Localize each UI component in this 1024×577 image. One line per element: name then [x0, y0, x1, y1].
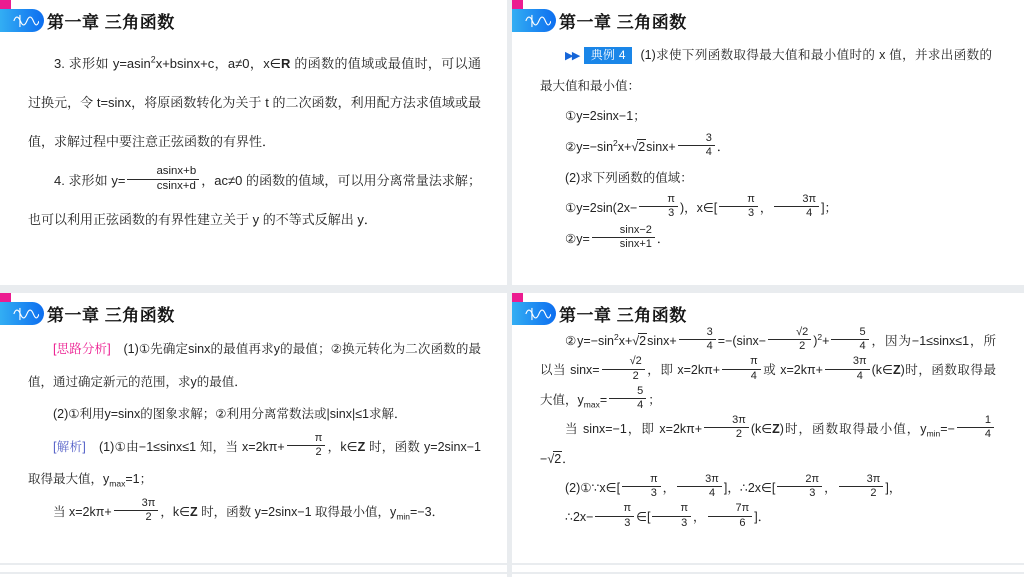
- slide-thumbnail-1[interactable]: [0, 0, 507, 285]
- fraction: $\frac{√2}{2}$: [602, 355, 645, 382]
- text-line: 4. 求形如 y= $\frac{asinx+b}{csinx+d}$ ，ac≠0 的函数的值域，可以用分离常量法求解；也可以利用正弦函数的有界性建立关于 y 的不等式反解出 y．: [28, 165, 481, 227]
- slide-thumbnail-3[interactable]: [0, 293, 507, 563]
- bold-set-symbol: Z: [772, 422, 780, 437]
- fraction: $\frac{\pi}{3}$: [652, 502, 691, 529]
- radical: √2: [547, 451, 562, 466]
- analysis-label: [思路分析]: [53, 342, 111, 356]
- slide-body: [28, 44, 481, 239]
- fraction: $\frac{\pi}{3}$: [719, 193, 758, 220]
- slide-body: [540, 40, 992, 254]
- chapter-pill: [0, 302, 44, 325]
- subscript: max: [583, 399, 600, 410]
- fraction: $\frac{1}{4}$: [957, 414, 994, 441]
- sine-wave-icon: [13, 307, 44, 321]
- fraction: $\frac{3\pi}{4}$: [825, 355, 870, 382]
- slide-body: [28, 333, 481, 528]
- text-line: ∴2x− $\frac{\pi}{3}$ ∈[ $\frac{\pi}{3}$ ， $\frac{7\pi}{6}$ ]．: [565, 502, 771, 529]
- example-badge: 典例 4: [584, 47, 633, 64]
- fraction: $\frac{3\pi}{4}$: [774, 193, 819, 220]
- text-line: $②y=-\sin^2x+√2\sin x+$ $\frac{3}{4}$ =−(sinx− $\frac{√2}{2}$ )$^2$+ $\frac{5}{4}$ ，因为−1≤sinx≤1，所以当 sinx= $\frac{√2}{2}$ ，即 x=2kπ+ $\frac{\pi}{4}$ 或 x=2kπ+ $\frac{3\pi}{4}$ (k∈Z)时，函数取得最大值，$y_{max}=$ $\frac{5}{4}$ ；: [540, 326, 996, 411]
- fraction: $\frac{\pi}{3}$: [622, 473, 661, 500]
- superscript: 2: [150, 54, 156, 65]
- next-row-slide-sliver: [512, 565, 1024, 572]
- fraction: $\frac{7\pi}{6}$: [708, 502, 753, 529]
- text-line: (2)①∵x∈[ $\frac{\pi}{3}$ ， $\frac{3\pi}{4}$ ]，∴2x∈[ $\frac{2\pi}{3}$ ， $\frac{3\pi}{2}$ ]，: [565, 473, 902, 500]
- bold-set-symbol: R: [281, 56, 291, 71]
- jiexi-label: [解析]: [53, 439, 86, 454]
- fraction: $\frac{asinx+b}{csinx+d}$: [127, 165, 199, 193]
- fraction: $\frac{5}{4}$: [831, 326, 868, 353]
- text-line: ①y=2sinx−1；: [565, 109, 646, 124]
- slide-title: 第一章 三角函数: [559, 306, 687, 325]
- fraction: $\frac{\sin x-2}{\sin x+1}$: [592, 224, 655, 251]
- text-line: 当 x=2kπ+ $\frac{3\pi}{2}$ ，k∈Z 时，函数 y=2sinx−1 取得最小值，$y_{min}=-3$．: [53, 496, 445, 523]
- text-line: 3. 求形如 y=asin$^2$x+bsinx+c，a≠0，x∈R 的函数的值域或最值时，可以通过换元，令 t=sinx，将原函数转化为关于 t 的二次函数，利用配方法求值域或最值，求解过程中要注意正弦函数的有界性．: [28, 54, 481, 149]
- bold-set-symbol: Z: [357, 439, 366, 454]
- text-line: ▶▶ 典例 4 (1)求使下列函数取得最大值和最小值时的 x 值，并求出函数的最大值和最小值：: [540, 48, 992, 93]
- text-line: (2)求下列函数的值域：: [565, 170, 693, 185]
- text-line: ①y=2sin(2x− $\frac{\pi}{3}$ )，x∈[ $\frac{\pi}{3}$ ， $\frac{3\pi}{4}$ ]；: [565, 193, 838, 220]
- sine-wave-icon: [525, 307, 556, 321]
- fraction: $\frac{5}{4}$: [609, 385, 646, 412]
- fraction: $\frac{2\pi}{3}$: [777, 473, 822, 500]
- next-row-slide-sliver: [0, 565, 507, 572]
- text-line: (2)①利用y=sinx的图象求解；②利用分离常数法或|sinx|≤1求解．: [53, 407, 407, 421]
- slide-thumbnail-2[interactable]: [512, 0, 1024, 285]
- superscript: 2: [614, 331, 619, 342]
- fraction: $\frac{\pi}{2}$: [287, 432, 326, 459]
- text-line: $②y=-\sin^2x+√2\sin x+$ $\frac{3}{4}$ ．: [565, 131, 730, 159]
- bold-set-symbol: Z: [892, 363, 901, 378]
- text-line: [解析] (1)①由−1≤sinx≤1 知，当 x=2kπ+ $\frac{\pi}{2}$ ，k∈Z 时，函数 y=2sinx−1 取得最大值，$y_{max}=1$；: [28, 431, 481, 489]
- fraction: $\frac{\pi}{3}$: [595, 502, 634, 529]
- bold-set-symbol: Z: [190, 504, 198, 519]
- superscript: 2: [613, 137, 618, 148]
- subscript: min: [396, 511, 411, 521]
- text-line: [思路分析] (1)①先确定sinx的最值再求y的最值；②换元转化为二次函数的最值，通过确定新元的范围，求y的最值．: [28, 342, 481, 389]
- slide-title: 第一章 三角函数: [47, 13, 175, 32]
- sine-wave-icon: [13, 14, 44, 28]
- fraction: $\frac{3\pi}{2}$: [114, 497, 159, 524]
- slide-thumbnail-4[interactable]: [512, 293, 1024, 563]
- fraction: $\frac{\pi}{4}$: [722, 355, 761, 382]
- fraction: $\frac{√2}{2}$: [768, 326, 811, 353]
- fraction: $\frac{3}{4}$: [679, 326, 716, 353]
- text-line: 当 sinx=−1，即 x=2kπ+ $\frac{3\pi}{2}$ (k∈Z)时，函数取得最小值，$y_{min}=-$ $\frac{1}{4}$ −√2．: [540, 415, 996, 474]
- subscript: min: [926, 428, 941, 439]
- subscript: max: [109, 478, 126, 489]
- slide-title: 第一章 三角函数: [559, 13, 687, 32]
- chapter-pill: [512, 9, 556, 32]
- radical: √2: [631, 139, 646, 154]
- fraction: $\frac{3\pi}{2}$: [704, 414, 749, 441]
- fraction: $\frac{\pi}{3}$: [639, 193, 678, 220]
- slide-title: 第一章 三角函数: [47, 306, 175, 325]
- radical: √2: [632, 334, 647, 348]
- fraction: $\frac{3\pi}{2}$: [839, 473, 884, 500]
- slide-body: [540, 327, 996, 533]
- text-line: ②y= $\frac{\sin x-2}{\sin x+1}$ ．: [565, 223, 670, 250]
- chapter-pill: [0, 9, 44, 32]
- fraction: $\frac{3\pi}{4}$: [677, 473, 722, 500]
- sine-wave-icon: [525, 14, 556, 28]
- chapter-pill: [512, 302, 556, 325]
- play-arrows-icon: ▶▶: [565, 50, 579, 62]
- fraction: $\frac{3}{4}$: [678, 132, 715, 159]
- superscript: 2: [817, 331, 823, 342]
